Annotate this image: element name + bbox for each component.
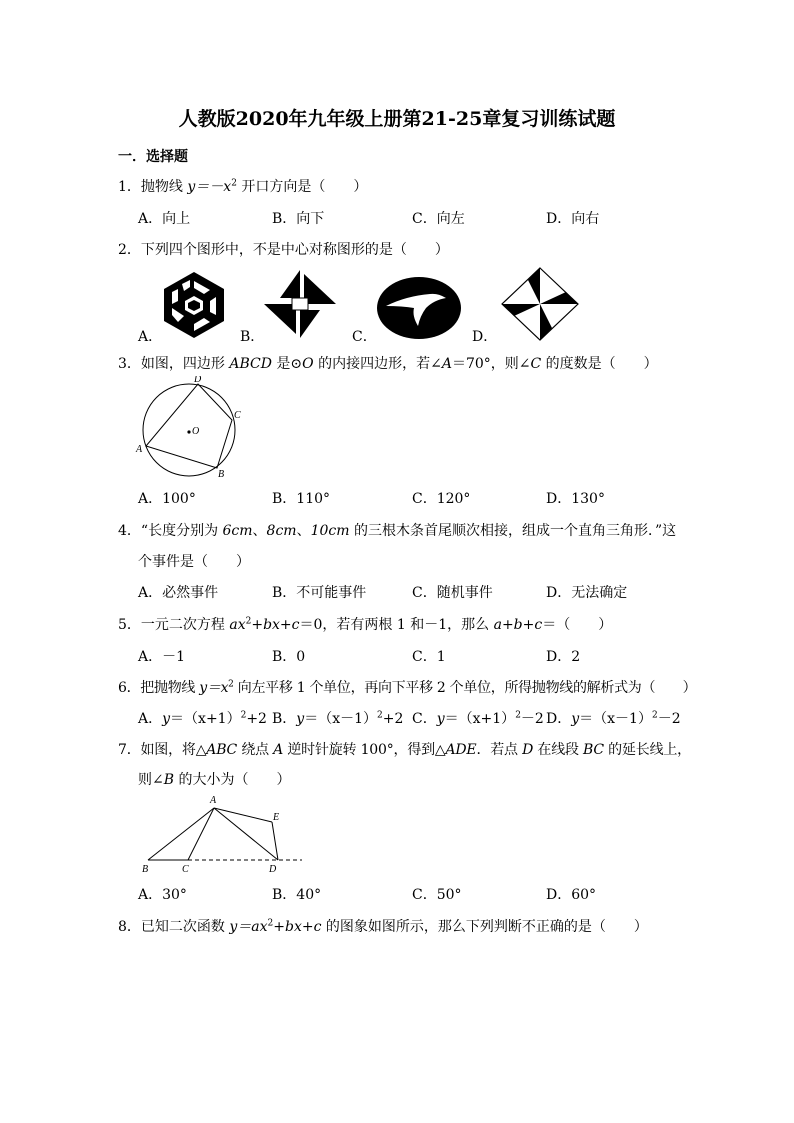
question-2: 2．下列四个图形中，不是中心对称图形的是（ ） (118, 242, 449, 258)
q3-option-a[interactable]: A．100° (138, 491, 196, 507)
q4-option-c[interactable]: C．随机事件 (412, 585, 493, 601)
question-3: 3．如图，四边形 ABCD 是⊙O 的内接四边形，若∠A＝70°，则∠C 的度数是（ ） (118, 356, 658, 372)
q2-label-a[interactable]: A． (138, 329, 163, 345)
question-5: 5．一元二次方程 $ax^2+bx+c=0$，若有两根 1 和－1，那么 a+b+c＝（ ） (118, 616, 613, 633)
ellipse-logo-figure (376, 276, 462, 340)
label-b: B (218, 469, 225, 480)
q1-option-d[interactable]: D．向右 (546, 211, 600, 227)
q5-option-a[interactable]: A．－1 (138, 649, 186, 665)
q6-option-b[interactable]: B．$y=(x-1)^2+2$ (272, 710, 404, 727)
q3-option-d[interactable]: D．130° (546, 491, 605, 507)
q6-option-d[interactable]: D．$y=(x-1)^2-2$ (546, 710, 681, 727)
q7-option-c[interactable]: C．50° (412, 887, 462, 903)
question-7-line-1: 7．如图，将△ABC 绕点 A 逆时针旋转 100°，得到△ADE．若点 D 在线段 BC 的延长线上， (118, 742, 691, 758)
label-d: D (269, 864, 277, 875)
q1-option-a[interactable]: A．向上 (138, 211, 191, 227)
pinwheel-square-figure (262, 268, 338, 340)
q1-option-b[interactable]: B．向下 (272, 211, 325, 227)
inscribed-quadrilateral-figure (132, 376, 246, 480)
q7-option-b[interactable]: B．40° (272, 887, 322, 903)
q7-option-d[interactable]: D．60° (546, 887, 597, 903)
label-o: O (192, 426, 200, 437)
label-a: A (136, 444, 143, 455)
q5-option-c[interactable]: C．1 (412, 649, 446, 665)
label-a: A (210, 795, 217, 806)
q2-label-c[interactable]: C． (352, 329, 377, 345)
q7-option-a[interactable]: A．30° (138, 887, 187, 903)
q6-option-a[interactable]: A．$y=(x+1)^2+2$ (138, 710, 267, 727)
rotation-triangle-figure (138, 792, 306, 876)
q5-option-b[interactable]: B．0 (272, 649, 306, 665)
page-title: 人教版2020年九年级上册第21-25章复习训练试题 (178, 108, 616, 130)
question-4-line-1: 4．“长度分别为 6cm、8cm、10cm 的三根木条首尾顺次相接，组成一个直角三角形．”这 (118, 523, 677, 539)
label-d: D (194, 376, 202, 385)
question-8: 8．已知二次函数 $y=ax^2+bx+c$ 的图象如图所示，那么下列判断不正确的是（ ） (118, 918, 648, 935)
hexagon-swirl-figure (160, 270, 228, 340)
q2-label-d[interactable]: D． (472, 329, 498, 345)
label-c: C (182, 864, 189, 875)
q4-option-d[interactable]: D．无法确定 (546, 585, 628, 601)
question-6: 6．把抛物线 $y=x^2$ 向左平移 1 个单位，再向下平移 2 个单位，所得抛物线的解析式为（ ） (118, 679, 697, 696)
q6-option-c[interactable]: C．$y=(x+1)^2-2$ (412, 710, 544, 727)
section-heading: 一．选择题 (118, 149, 188, 165)
question-1: 1．抛物线 $y=-x^2$ 开口方向是（ ） (118, 178, 368, 195)
q2-label-b[interactable]: B． (240, 329, 265, 345)
q4-option-b[interactable]: B．不可能事件 (272, 585, 367, 601)
q1-option-c[interactable]: C．向左 (412, 211, 465, 227)
question-7-line-2: 则∠B 的大小为（ ） (138, 772, 291, 788)
label-e: E (273, 812, 280, 823)
label-c: C (234, 410, 241, 421)
q3-option-c[interactable]: C．120° (412, 491, 471, 507)
diamond-triangles-figure (500, 266, 580, 342)
label-b: B (142, 864, 149, 875)
q5-option-d[interactable]: D．2 (546, 649, 581, 665)
q3-option-b[interactable]: B．110° (272, 491, 331, 507)
q4-option-a[interactable]: A．必然事件 (138, 585, 219, 601)
question-4-line-2: 个事件是（ ） (138, 554, 250, 570)
